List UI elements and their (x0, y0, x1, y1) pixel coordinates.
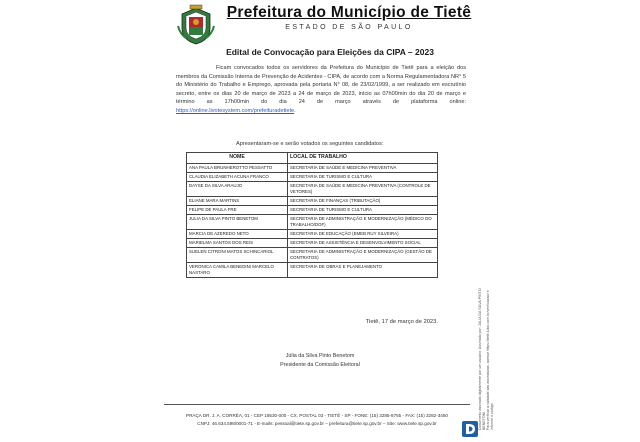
city-title: Prefeitura do Município de Tietê (226, 4, 472, 21)
candidate-name: CLAUDIA ELIZABETH ACUNA FRANCO (187, 173, 288, 182)
paragraph-text: Ficam convocados todos os servidores da Prefeitura do Município de Tietê para a eleição dos membros da Comissão Interna de Prevenção de Acidentes - CIPA, de acordo com a Norma Regulamentadora NR° 5 do Ministério do Trabalho e Emprego, aprovada pela portaria N° 08, de 23/02/1999, a ser realizado em escrutínio secreto, entre os dias 20 de março de 2023 a 24 de março de 2023, início as 07h00min do dia 20 de março e término as 17h00min do dia 24 de março através de plataforma online: (176, 65, 466, 106)
verification-badge-icon[interactable] (462, 421, 478, 437)
digital-signature-note: Documento assinado digitalmente por um usuário. Assinado por: JULIA DA SILVA PINTO BENETOM (478, 288, 486, 430)
voting-platform-link[interactable]: https://online.livotesystem.com/prefeituradetiete (176, 107, 295, 114)
footer-divider (164, 404, 470, 405)
signatory-name: Júlia da Silva Pinto Benetom (285, 353, 355, 359)
header-name: NOME (187, 153, 288, 164)
table-row (187, 263, 438, 278)
candidates-intro: Apresentaram-se e serão votados os seguintes candidatos: (236, 141, 384, 147)
table-row (187, 239, 438, 248)
state-subtitle: ESTADO DE SÃO PAULO (285, 24, 413, 31)
document-title: Edital de Convocação para Eleições da CIPA – 2023 (226, 47, 434, 57)
signatory-role: Presidente da Comissão Eleitoral (280, 362, 360, 368)
table-row (187, 215, 438, 230)
footer-contacts: CNPJ: 46.634.598/0001-71 - E-mails: pessoal@tiete.sp.gov.br – prefeitura@tiete.sp.gov.br – Site: www.tiete.sp.gov.br (197, 421, 437, 426)
candidate-name: FELIPE DE PAULA FRE (187, 206, 288, 215)
verification-note: Para verificar a validade das assinaturas, acesse https://tiete.1doc.com.br/verificacao/ e informe o código (486, 290, 494, 430)
municipal-crest (176, 4, 216, 46)
candidate-name: JULIA DA SILVA PINTO BENETOM (187, 215, 288, 230)
candidate-workplace: SECRETARIA DE FINANÇAS (TRIBUTAÇÃO) (288, 197, 438, 206)
table-row (187, 197, 438, 206)
candidate-name: ELIANE MARA MARTINS (187, 197, 288, 206)
candidate-workplace: SECRETARIA DE TURISMO E CULTURA (288, 206, 438, 215)
candidate-workplace: SECRETARIA DE SAÚDE E MEDICINA PREVENTIVA (CONTROLE DE VETORES) (288, 182, 438, 197)
table-header-row (187, 153, 438, 164)
candidate-workplace: SECRETARIA DE TURISMO E CULTURA (288, 173, 438, 182)
place-date: Tietê, 17 de março de 2023. (365, 319, 438, 325)
candidate-name: SUELEN CITRONI MATOS SCHINCARIOL (187, 248, 288, 263)
table-row (187, 173, 438, 182)
candidate-workplace: SECRETARIA DE ADMINISTRAÇÃO E MODERNIZAÇÃO (MÉDICO DO TRABALHO/DOF) (288, 215, 438, 230)
candidate-name: ANA PAULA BRUNHEROTTO PESSATTO (187, 164, 288, 173)
table-row (187, 182, 438, 197)
table-row (187, 248, 438, 263)
candidate-name: DAYSE DA SILVA ARAUJO (187, 182, 288, 197)
convocation-paragraph (176, 64, 466, 116)
candidate-workplace: SECRETARIA DE ADMINISTRAÇÃO E MODERNIZAÇÃO (GESTÃO DE CONTRATOS) (288, 248, 438, 263)
candidate-name: MARIELMA SANTOS DOS REIS (187, 239, 288, 248)
candidate-workplace: SECRETARIA DE ASSISTÊNCIA E DESENVOLVIMENTO SOCIAL (288, 239, 438, 248)
paragraph-end: . (294, 107, 296, 114)
table-row (187, 206, 438, 215)
candidate-workplace: SECRETARIA DE EDUCAÇÃO (EMEB RUY SILVEIRA) (288, 230, 438, 239)
candidate-name: VERONICA CAMILA BENEDINI MARCELO NASTARO (187, 263, 288, 278)
candidate-name: MARCIA DE AZEREDO NETO (187, 230, 288, 239)
table-row (187, 230, 438, 239)
candidates-table (186, 152, 438, 278)
table-row (187, 164, 438, 173)
footer-address: PRAÇA DR. J. A. CORRÊA, 01 - CEP 18530-000 - CX. POSTAL 03 - TIETÊ - SP - FONE: (15) 3285-8755 - FAX: (15) 3282-3450 (186, 413, 448, 418)
candidate-workplace: SECRETARIA DE SAÚDE E MEDICINA PREVENTIVA (288, 164, 438, 173)
candidate-workplace: SECRETARIA DE OBRAS E PLANEJAMENTO (288, 263, 438, 278)
header-workplace: LOCAL DE TRABALHO (288, 153, 438, 164)
